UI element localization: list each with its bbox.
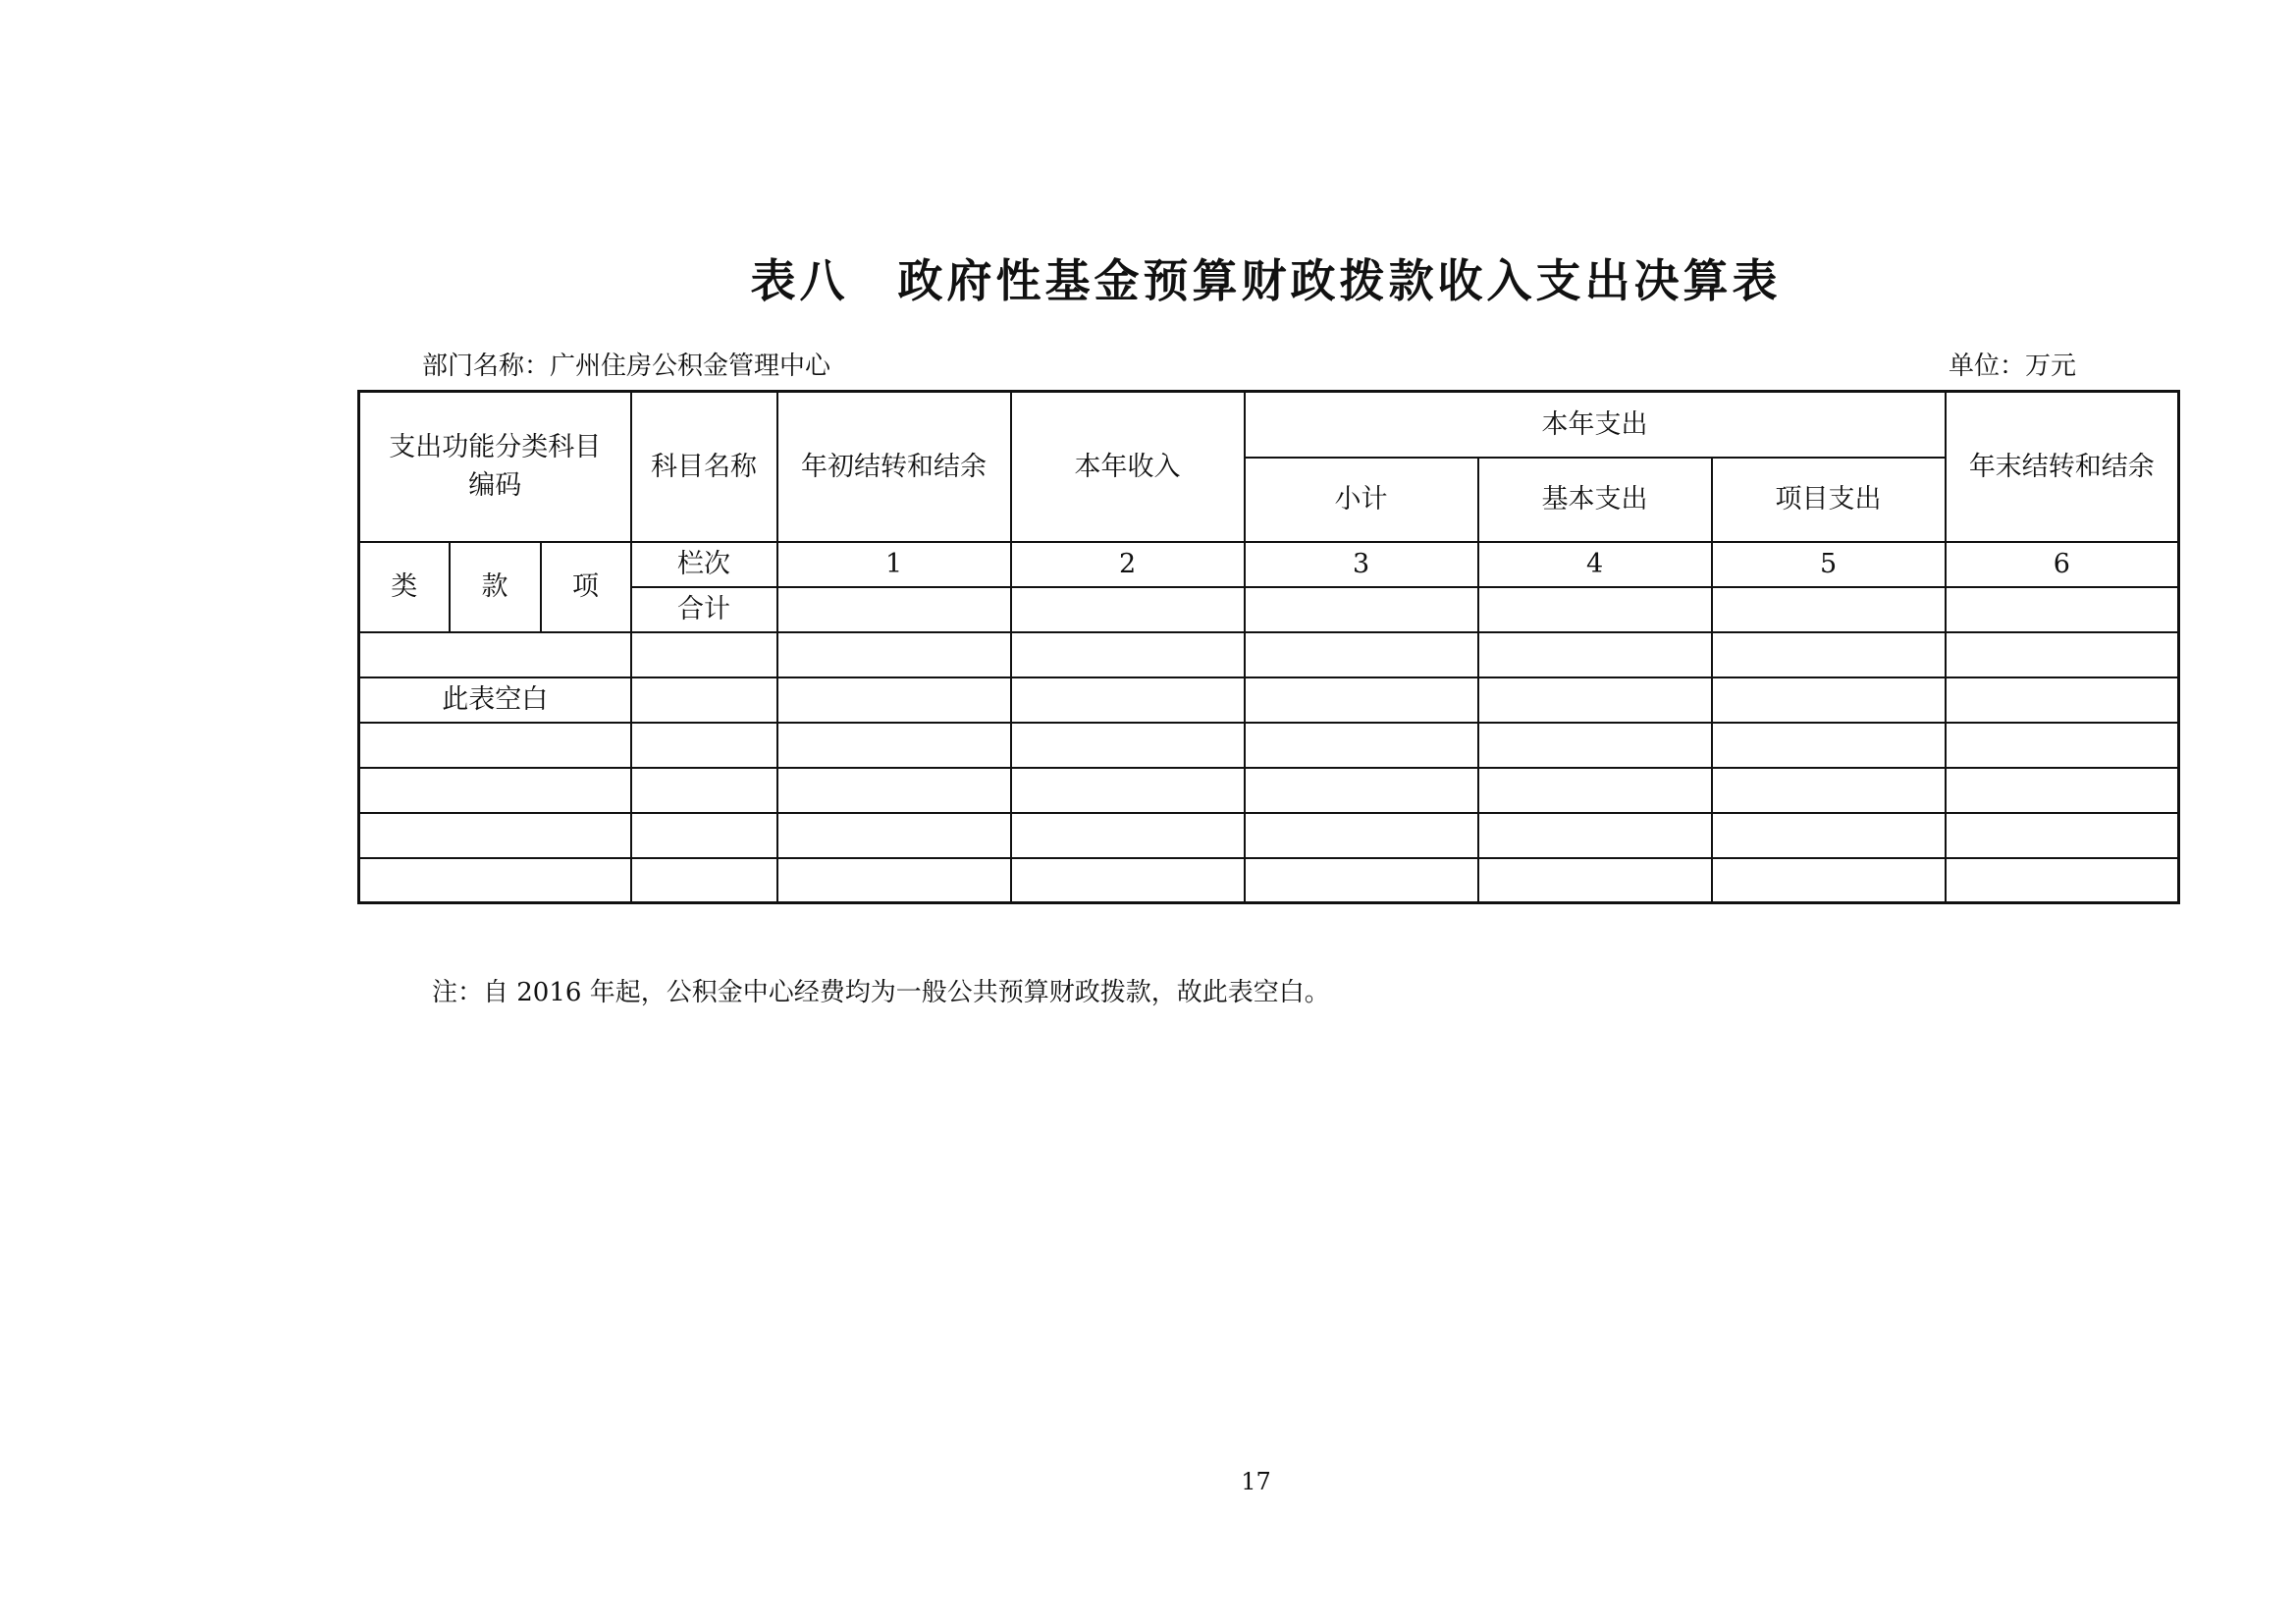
column-index-2: 2: [1011, 542, 1245, 587]
table-cell: [777, 768, 1011, 813]
column-index-3: 3: [1245, 542, 1478, 587]
table-cell: [1011, 723, 1245, 768]
page-title: [118, 245, 2296, 310]
table-cell: [777, 587, 1011, 632]
table-cell: [1011, 858, 1245, 903]
header-xiang: 项: [541, 542, 631, 632]
header-kuan: 款: [450, 542, 541, 632]
table-cell: [631, 677, 777, 723]
header-end-balance: 年末结转和结余: [1946, 392, 2179, 542]
table-cell: [1946, 587, 2179, 632]
table-row: [359, 632, 2179, 677]
table-cell: [631, 858, 777, 903]
table-cell: [777, 723, 1011, 768]
table-cell: [1946, 632, 2179, 677]
column-index-6: 6: [1946, 542, 2179, 587]
header-basic: 基本支出: [1478, 458, 1712, 542]
table-cell: [1478, 813, 1712, 858]
table-cell: [631, 723, 777, 768]
table-cell: [1478, 723, 1712, 768]
table-cell: [1011, 768, 1245, 813]
total-label: 合计: [631, 587, 777, 632]
table-cell: [1245, 723, 1478, 768]
table-cell: [1245, 677, 1478, 723]
header-row-1: [359, 392, 2179, 458]
column-index-row: [359, 542, 2179, 587]
table-cell: [1712, 723, 1946, 768]
table-cell: [1478, 632, 1712, 677]
table-row: [359, 768, 2179, 813]
table-cell: [777, 813, 1011, 858]
table-cell: [359, 858, 631, 903]
table-cell: [359, 723, 631, 768]
table-cell: [1946, 677, 2179, 723]
table-cell: [1712, 813, 1946, 858]
table-cell: [1712, 632, 1946, 677]
header-func-code: 支出功能分类科目编码: [359, 392, 631, 542]
title-prefix: 表八: [750, 254, 849, 307]
table-cell: [1011, 677, 1245, 723]
blank-note: 此表空白: [359, 677, 631, 723]
table-cell: [1946, 858, 2179, 903]
table-row: [359, 677, 2179, 723]
table-row: [359, 813, 2179, 858]
column-index-5: 5: [1712, 542, 1946, 587]
table-cell: [1245, 768, 1478, 813]
table-cell: [359, 813, 631, 858]
table-cell: [1946, 723, 2179, 768]
column-index-4: 4: [1478, 542, 1712, 587]
table-cell: [1478, 587, 1712, 632]
table-cell: [1712, 677, 1946, 723]
table-cell: [359, 632, 631, 677]
table-row: [359, 858, 2179, 903]
table-cell: [1245, 813, 1478, 858]
table-cell: [1011, 632, 1245, 677]
table-cell: [1478, 858, 1712, 903]
header-expenditure: 本年支出: [1245, 392, 1946, 458]
budget-table: [357, 390, 2180, 904]
header-income: 本年收入: [1011, 392, 1245, 542]
table-cell: [631, 768, 777, 813]
header-cat: 类: [359, 542, 450, 632]
table-cell: [777, 858, 1011, 903]
table-cell: [1478, 677, 1712, 723]
header-subtotal: 小计: [1245, 458, 1478, 542]
table-cell: [1245, 632, 1478, 677]
header-project: 项目支出: [1712, 458, 1946, 542]
table-cell: [1946, 768, 2179, 813]
table-cell: [1011, 813, 1245, 858]
table-cell: [1946, 813, 2179, 858]
footnote: 注：自 2016 年起，公积金中心经费均为一般公共预算财政拨款，故此表空白。: [432, 978, 1330, 1007]
department-label: 部门名称：广州住房公积金管理中心: [422, 352, 831, 381]
table-cell: [1712, 587, 1946, 632]
table-cell: [1011, 587, 1245, 632]
table-cell: [1245, 587, 1478, 632]
table-cell: [1245, 858, 1478, 903]
title-main: 政府性基金预算财政拨款收入支出决算表: [897, 254, 1782, 307]
unit-label: 单位：万元: [1948, 352, 2076, 381]
table-cell: [777, 632, 1011, 677]
table-cell: [777, 677, 1011, 723]
header-subject-name: 科目名称: [631, 392, 777, 542]
table-cell: [631, 813, 777, 858]
table-cell: [1712, 768, 1946, 813]
table-cell: [359, 768, 631, 813]
column-index-1: 1: [777, 542, 1011, 587]
table-cell: [631, 632, 777, 677]
table-row: [359, 723, 2179, 768]
page-number: 17: [1241, 1468, 1271, 1495]
table-cell: [1712, 858, 1946, 903]
column-index-label: 栏次: [631, 542, 777, 587]
total-row: [359, 587, 2179, 632]
header-begin-balance: 年初结转和结余: [777, 392, 1011, 542]
table-cell: [1478, 768, 1712, 813]
